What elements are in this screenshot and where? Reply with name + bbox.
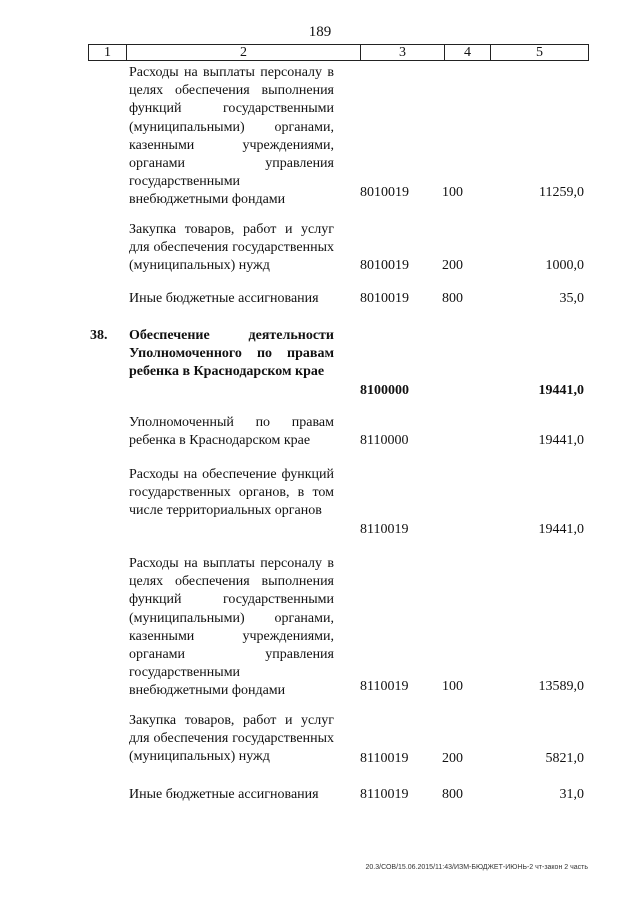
row-expense-type: 100 — [442, 679, 463, 694]
section-number: 38. — [90, 328, 108, 343]
row-sum: 5821,0 — [545, 751, 584, 766]
column-header-4: 4 — [445, 45, 491, 61]
row-name: Закупка товаров, работ и услуг для обеспечения государственных (муниципальных) нужд — [129, 713, 334, 765]
row-sum: 19441,0 — [538, 522, 584, 537]
row-sum: 35,0 — [559, 291, 584, 306]
row-name: Иные бюджетные ассигнования — [129, 787, 319, 802]
column-header-3: 3 — [361, 45, 445, 61]
row-name: Закупка товаров, работ и услуг для обеспечения государственных (муниципальных) нужд — [129, 222, 334, 274]
row-code: 8110019 — [360, 787, 409, 802]
document-footer-id: 20.3/СОВ/15.06.2015/11:43/ИЗМ-БЮДЖЕТ-ИЮНЬ-2 чт-закон 2 часть — [365, 864, 588, 871]
row-code: 8110019 — [360, 751, 409, 766]
row-expense-type: 100 — [442, 185, 463, 200]
section-sum: 19441,0 — [538, 383, 584, 398]
row-code: 8010019 — [360, 258, 409, 273]
row-sum: 19441,0 — [538, 433, 584, 448]
section-code: 8100000 — [360, 383, 409, 398]
row-expense-type: 800 — [442, 787, 463, 802]
column-header-5: 5 — [491, 45, 589, 61]
row-expense-type: 200 — [442, 751, 463, 766]
row-code: 8110019 — [360, 679, 409, 694]
row-code: 8110000 — [360, 433, 409, 448]
row-code: 8110019 — [360, 522, 409, 537]
section-name: Обеспечение деятельности Уполномоченного по правам ребенка в Краснодарском крае — [129, 328, 334, 380]
row-sum: 31,0 — [559, 787, 584, 802]
row-name: Иные бюджетные ассигнования — [129, 291, 319, 306]
column-header-table — [88, 44, 589, 61]
row-expense-type: 800 — [442, 291, 463, 306]
row-name: Уполномоченный по правам ребенка в Краснодарском крае — [129, 415, 334, 449]
row-expense-type: 200 — [442, 258, 463, 273]
row-sum: 1000,0 — [545, 258, 584, 273]
row-name: Расходы на выплаты персоналу в целях обеспечения выполнения функций государственными (муниципальными) органами, казенными учреждениями, органами управления государственными внебюджетными фондами — [129, 556, 334, 699]
column-header-2: 2 — [127, 45, 361, 61]
row-name: Расходы на выплаты персоналу в целях обеспечения выполнения функций государственными (муниципальными) органами, казенными учреждениями, органами управления государственными внебюджетными фондами — [129, 65, 334, 208]
row-code: 8010019 — [360, 291, 409, 306]
row-sum: 13589,0 — [538, 679, 584, 694]
row-name: Расходы на обеспечение функций государственных органов, в том числе территориальных органов — [129, 467, 334, 519]
page-number: 189 — [308, 24, 332, 40]
column-header-row — [89, 45, 589, 61]
column-header-1: 1 — [89, 45, 127, 61]
row-sum: 11259,0 — [539, 185, 584, 200]
row-code: 8010019 — [360, 185, 409, 200]
